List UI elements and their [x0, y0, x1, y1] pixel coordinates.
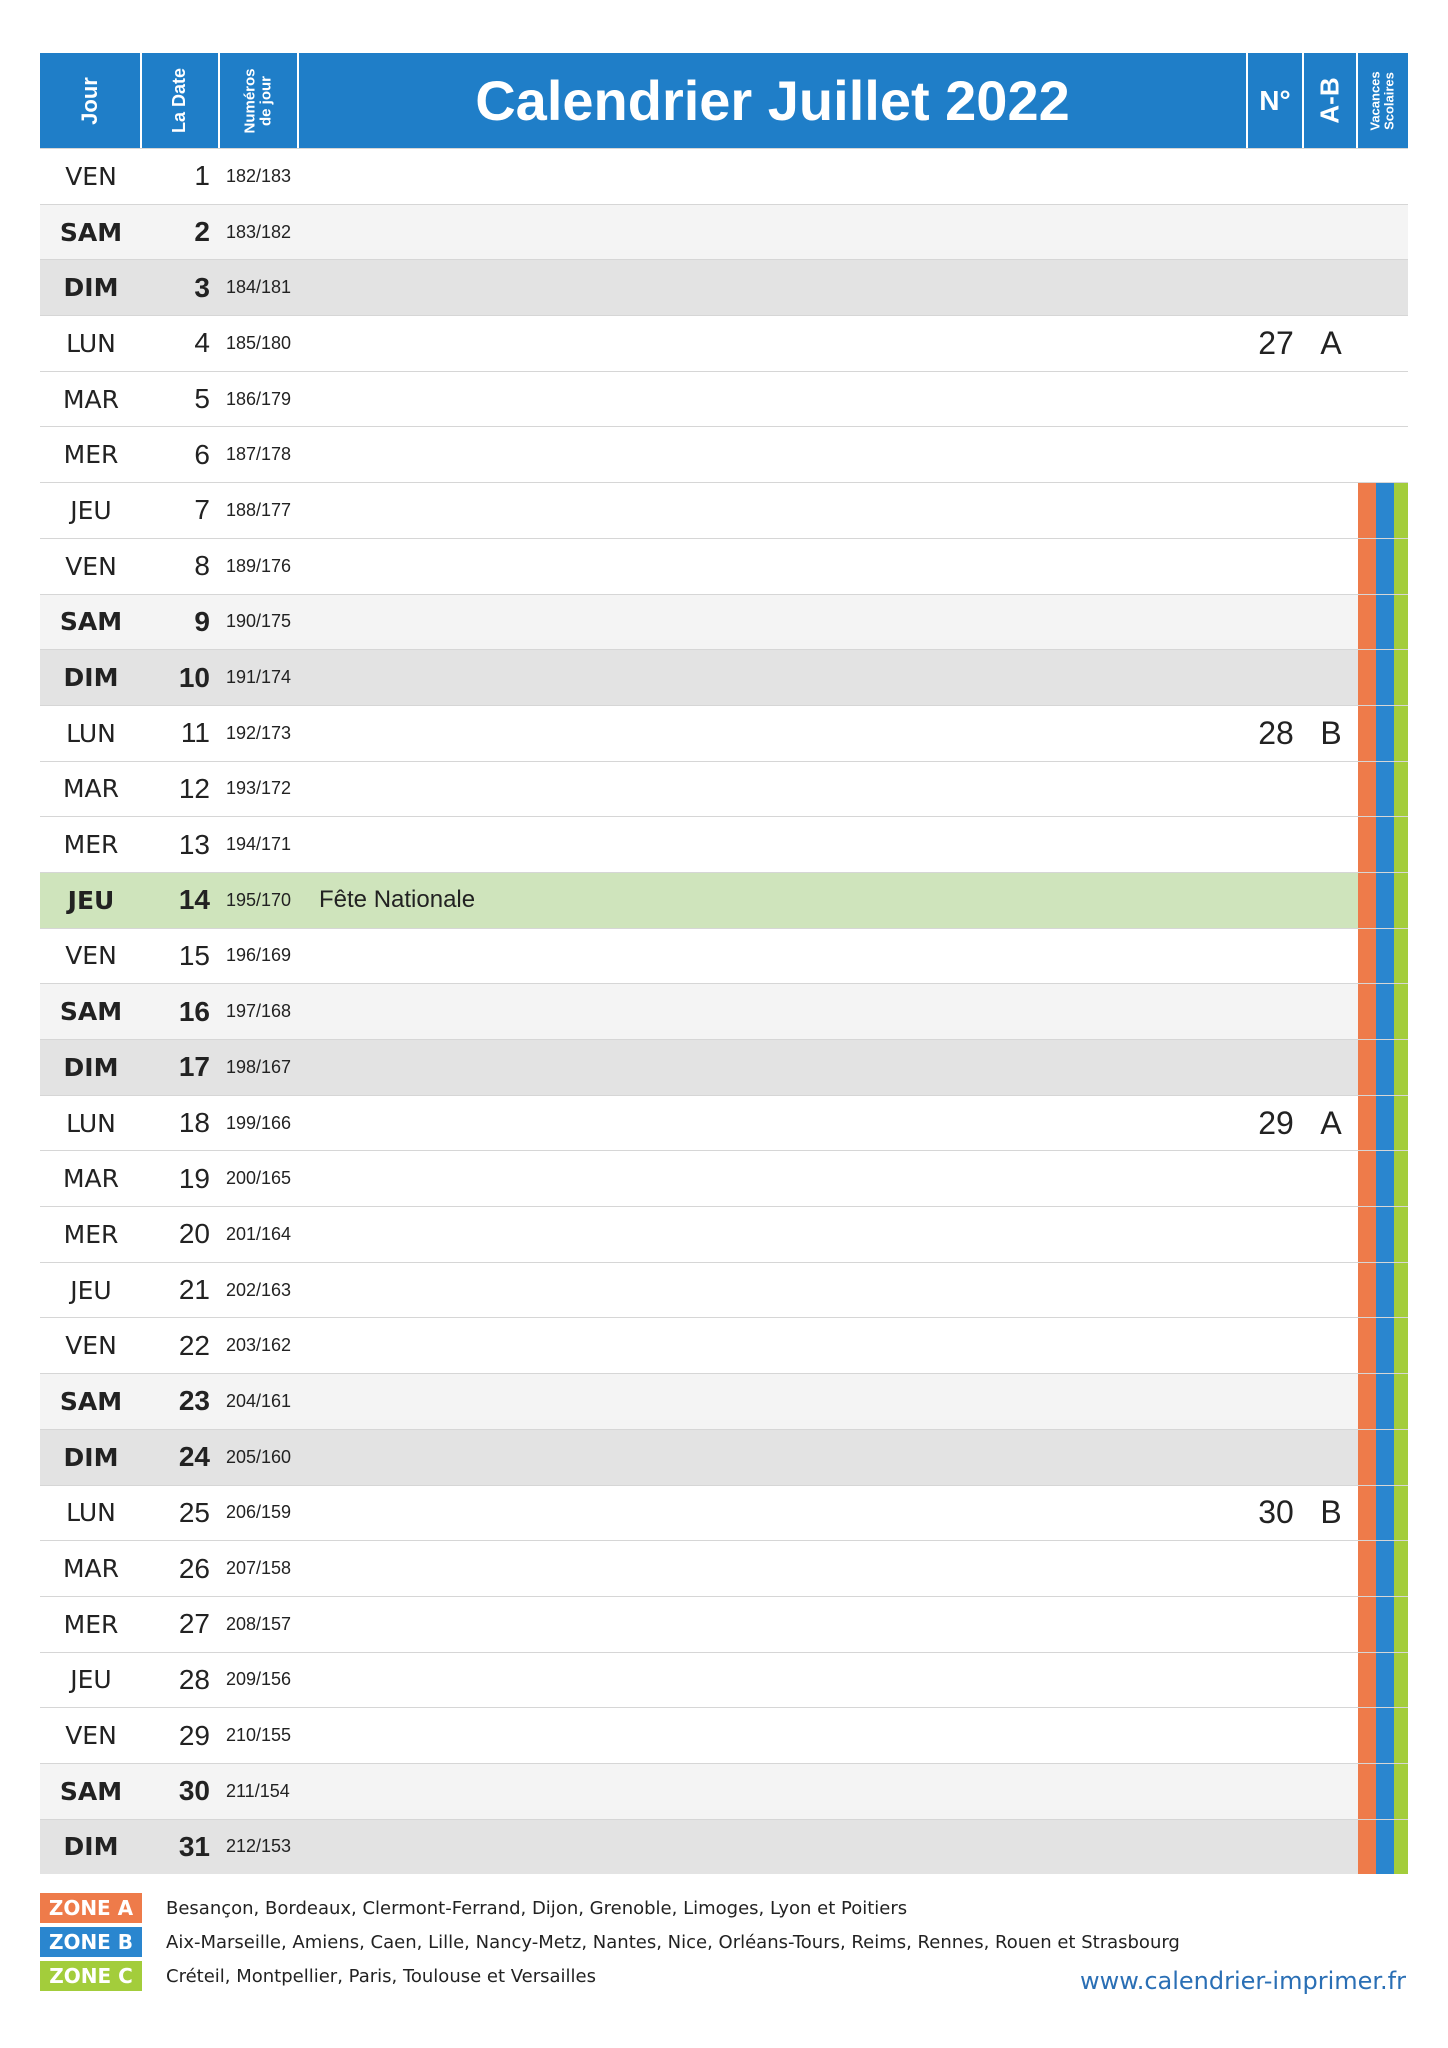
zone-b-bar: [1376, 873, 1394, 928]
day-row: [40, 1150, 1408, 1206]
day-name: SAM: [59, 1386, 123, 1416]
zone-b-bar: [1376, 1541, 1394, 1596]
day-number: 187/178: [226, 444, 292, 465]
zone-c-bar: [1394, 706, 1408, 761]
legend-row-zone-c: [40, 1961, 1180, 1991]
zone-b-bar: [1376, 929, 1394, 984]
day-date: 21: [178, 1274, 210, 1306]
week-ab: A: [1320, 324, 1342, 361]
zone-c-badge: ZONE C: [40, 1961, 142, 1991]
day-name: LUN: [66, 328, 116, 358]
day-row: [40, 426, 1408, 482]
zone-b-cities: Aix-Marseille, Amiens, Caen, Lille, Nancy-Metz, Nantes, Nice, Orléans-Tours, Reims, Rennes, Rouen et Strasbourg: [166, 1931, 1180, 1953]
calendar-header: [40, 53, 1408, 148]
header-la-date: La Date: [169, 67, 190, 134]
zone-b-bar: [1376, 1764, 1394, 1819]
day-name: LUN: [66, 718, 116, 748]
day-row: [40, 1652, 1408, 1708]
day-date: 8: [194, 550, 210, 582]
day-number: 209/156: [226, 1669, 292, 1690]
header-vacances-line1: Vacances: [1368, 70, 1383, 131]
vacances-bars: [1358, 1151, 1408, 1206]
vacances-bars: [1358, 817, 1408, 872]
day-row: [40, 983, 1408, 1039]
zone-c-bar: [1394, 539, 1408, 594]
day-date: 18: [178, 1107, 210, 1139]
week-number: 28: [1258, 714, 1294, 751]
day-name: VEN: [65, 1331, 117, 1361]
vacances-bars: [1358, 650, 1408, 705]
day-date: 17: [178, 1051, 210, 1083]
vacances-bars: [1358, 1096, 1408, 1151]
day-date: 20: [178, 1218, 210, 1250]
day-number: 204/161: [226, 1390, 292, 1411]
zone-b-bar: [1376, 1597, 1394, 1652]
legend-row-zone-a: [40, 1893, 1180, 1923]
zone-b-bar: [1376, 817, 1394, 872]
week-ab: B: [1320, 714, 1342, 751]
day-date: 10: [178, 661, 210, 693]
day-row: [40, 1429, 1408, 1485]
zone-b-bar: [1376, 1151, 1394, 1206]
zone-c-bar: [1394, 1207, 1408, 1262]
day-name: MAR: [62, 1164, 120, 1194]
day-date: 29: [178, 1719, 210, 1751]
zone-b-bar: [1376, 483, 1394, 538]
header-numeros-line2: de jour: [257, 75, 275, 126]
header-jour: Jour: [77, 76, 102, 125]
day-number: 194/171: [226, 834, 292, 855]
day-date: 25: [178, 1496, 210, 1528]
vacances-bars: [1358, 1764, 1408, 1819]
day-date: 2: [194, 216, 210, 248]
zone-c-cities: Créteil, Montpellier, Paris, Toulouse et Versailles: [166, 1965, 597, 1987]
day-number: 186/179: [226, 388, 292, 409]
zone-a-bar: [1358, 1708, 1376, 1763]
header-numeros-line1: Numéros: [241, 67, 259, 134]
vacances-bars: [1358, 1597, 1408, 1652]
day-row: [40, 538, 1408, 594]
day-row: [40, 1039, 1408, 1095]
day-row: [40, 1095, 1408, 1151]
day-number: 212/153: [226, 1836, 292, 1857]
zone-b-badge: ZONE B: [40, 1927, 142, 1957]
day-number: 211/154: [226, 1780, 290, 1801]
day-date: 27: [178, 1608, 210, 1640]
day-date: 1: [194, 160, 210, 192]
vacances-bars: [1358, 205, 1408, 260]
legend-row-zone-b: [40, 1927, 1180, 1957]
vacances-bars: [1358, 762, 1408, 817]
website-link[interactable]: www.calendrier-imprimer.fr: [1080, 1967, 1406, 1995]
vacances-bars: [1358, 1263, 1408, 1318]
header-numeros-cell: [220, 53, 299, 148]
day-row: [40, 1206, 1408, 1262]
day-number: 188/177: [226, 499, 292, 520]
zone-b-bar: [1376, 1653, 1394, 1708]
zone-c-bar: [1394, 1318, 1408, 1373]
zone-a-bar: [1358, 984, 1376, 1039]
zone-a-bar: [1358, 873, 1376, 928]
vacances-bars: [1358, 1040, 1408, 1095]
zone-a-bar: [1358, 1764, 1376, 1819]
day-row: [40, 1596, 1408, 1652]
day-name: SAM: [59, 217, 123, 247]
day-name: JEU: [70, 495, 112, 525]
day-date: 26: [178, 1552, 210, 1584]
day-number: 189/176: [226, 555, 292, 576]
zone-a-bar: [1358, 1653, 1376, 1708]
vacances-bars: [1358, 1708, 1408, 1763]
zone-c-bar: [1394, 650, 1408, 705]
zones-legend: [40, 1893, 1180, 1995]
header-title-cell: [299, 53, 1248, 148]
zone-b-bar: [1376, 1096, 1394, 1151]
zone-c-bar: [1394, 595, 1408, 650]
day-row: [40, 928, 1408, 984]
vacances-bars: [1358, 873, 1408, 928]
day-number: 210/155: [226, 1725, 292, 1746]
day-number: 197/168: [226, 1001, 292, 1022]
day-name: MAR: [62, 1554, 120, 1584]
vacances-bars: [1358, 427, 1408, 482]
header-jour-cell: [40, 53, 142, 148]
day-row: [40, 1763, 1408, 1819]
zone-b-bar: [1376, 539, 1394, 594]
day-row: [40, 482, 1408, 538]
day-row: [40, 1317, 1408, 1373]
zone-a-bar: [1358, 1096, 1376, 1151]
day-name: MER: [63, 440, 119, 470]
header-vacances-cell: [1358, 53, 1408, 148]
zone-c-bar: [1394, 483, 1408, 538]
day-row: [40, 148, 1408, 204]
zone-b-bar: [1376, 650, 1394, 705]
day-name: LUN: [66, 1108, 116, 1138]
day-name: JEU: [70, 1665, 112, 1695]
day-name: MAR: [62, 774, 120, 804]
day-name: VEN: [65, 161, 117, 191]
zone-a-bar: [1358, 929, 1376, 984]
zone-a-bar: [1358, 1207, 1376, 1262]
day-number: 191/174: [226, 667, 292, 688]
header-numeros: [243, 68, 275, 133]
day-number: 201/164: [226, 1223, 292, 1244]
vacances-bars: [1358, 1374, 1408, 1429]
day-name: VEN: [65, 941, 117, 971]
day-row: [40, 1707, 1408, 1763]
vacances-bars: [1358, 372, 1408, 427]
day-row: [40, 816, 1408, 872]
zone-a-bar: [1358, 1597, 1376, 1652]
day-date: 31: [178, 1830, 210, 1862]
zone-a-bar: [1358, 595, 1376, 650]
day-name: MER: [63, 1219, 119, 1249]
day-name: DIM: [63, 1442, 119, 1472]
day-date: 12: [178, 772, 210, 804]
day-row: [40, 649, 1408, 705]
day-row: [40, 1540, 1408, 1596]
day-date: 15: [178, 939, 210, 971]
day-row: [40, 1485, 1408, 1541]
zone-a-bar: [1358, 1541, 1376, 1596]
zone-c-bar: [1394, 1597, 1408, 1652]
calendar-table: [40, 53, 1408, 1874]
zone-c-bar: [1394, 1374, 1408, 1429]
vacances-bars: [1358, 149, 1408, 204]
vacances-bars: [1358, 1820, 1408, 1875]
zone-a-bar: [1358, 1374, 1376, 1429]
vacances-bars: [1358, 483, 1408, 538]
vacances-bars: [1358, 1430, 1408, 1485]
day-number: 185/180: [226, 332, 292, 353]
day-date: 22: [178, 1329, 210, 1361]
day-date: 23: [178, 1385, 210, 1417]
zone-a-bar: [1358, 1040, 1376, 1095]
day-row: [40, 371, 1408, 427]
vacances-bars: [1358, 706, 1408, 761]
calendar-rows: [40, 148, 1408, 1874]
zone-b-bar: [1376, 1318, 1394, 1373]
zone-c-bar: [1394, 1040, 1408, 1095]
zone-a-badge: ZONE A: [40, 1893, 142, 1923]
zone-c-bar: [1394, 873, 1408, 928]
header-date-cell: [142, 53, 220, 148]
day-number: 207/158: [226, 1558, 292, 1579]
day-number: 193/172: [226, 778, 292, 799]
vacances-bars: [1358, 1207, 1408, 1262]
day-number: 195/170: [226, 889, 292, 910]
zone-b-bar: [1376, 762, 1394, 817]
zone-a-bar: [1358, 817, 1376, 872]
day-date: 19: [178, 1162, 210, 1194]
header-ab-cell: [1304, 53, 1358, 148]
zone-c-bar: [1394, 1151, 1408, 1206]
zone-b-bar: [1376, 1040, 1394, 1095]
zone-b-bar: [1376, 984, 1394, 1039]
zone-b-bar: [1376, 1708, 1394, 1763]
day-name: JEU: [70, 1275, 112, 1305]
zone-b-bar: [1376, 1207, 1394, 1262]
zone-a-bar: [1358, 650, 1376, 705]
day-name: DIM: [63, 273, 119, 303]
day-number: 208/157: [226, 1613, 292, 1634]
zone-c-bar: [1394, 1096, 1408, 1151]
zone-b-bar: [1376, 595, 1394, 650]
day-number: 199/166: [226, 1112, 292, 1133]
zone-c-bar: [1394, 1764, 1408, 1819]
week-number: 27: [1258, 324, 1294, 361]
zone-c-bar: [1394, 762, 1408, 817]
day-row: [40, 872, 1408, 928]
header-no-cell: [1248, 53, 1304, 148]
day-date: 13: [178, 828, 210, 860]
day-date: 11: [180, 717, 210, 749]
zone-c-bar: [1394, 1263, 1408, 1318]
zone-c-bar: [1394, 984, 1408, 1039]
day-number: 184/181: [226, 277, 292, 298]
day-name: MER: [63, 830, 119, 860]
day-date: 24: [178, 1441, 210, 1473]
day-number: 202/163: [226, 1279, 292, 1300]
day-date: 28: [178, 1663, 210, 1695]
day-number: 200/165: [226, 1168, 292, 1189]
week-ab: B: [1320, 1494, 1342, 1531]
day-name: SAM: [59, 607, 123, 637]
header-vacances-line2: Scolaires: [1382, 71, 1397, 130]
week-ab: A: [1320, 1104, 1342, 1141]
vacances-bars: [1358, 1541, 1408, 1596]
day-row: [40, 1373, 1408, 1429]
day-row: [40, 761, 1408, 817]
zone-b-bar: [1376, 1486, 1394, 1541]
day-name: SAM: [59, 1776, 123, 1806]
day-date: 30: [178, 1775, 210, 1807]
zone-a-bar: [1358, 1318, 1376, 1373]
day-date: 3: [194, 271, 210, 303]
day-name: VEN: [65, 1721, 117, 1751]
header-vacances: [1369, 71, 1397, 130]
day-row: [40, 705, 1408, 761]
zone-a-bar: [1358, 1263, 1376, 1318]
day-number: 196/169: [226, 945, 292, 966]
day-name: SAM: [59, 997, 123, 1027]
day-row: [40, 204, 1408, 260]
day-name: LUN: [66, 1498, 116, 1528]
vacances-bars: [1358, 595, 1408, 650]
day-note: Fête Nationale: [319, 886, 476, 914]
day-name: VEN: [65, 551, 117, 581]
week-number: 30: [1258, 1494, 1294, 1531]
day-name: JEU: [67, 885, 115, 915]
day-row: [40, 315, 1408, 371]
zone-b-bar: [1376, 1374, 1394, 1429]
day-row: [40, 1262, 1408, 1318]
day-name: DIM: [63, 663, 119, 693]
day-row: [40, 594, 1408, 650]
zone-c-bar: [1394, 1708, 1408, 1763]
header-no: N°: [1259, 84, 1291, 116]
vacances-bars: [1358, 316, 1408, 371]
zone-b-bar: [1376, 1430, 1394, 1485]
zone-a-bar: [1358, 1820, 1376, 1875]
day-date: 6: [194, 438, 210, 470]
zone-a-bar: [1358, 539, 1376, 594]
zone-b-bar: [1376, 706, 1394, 761]
header-ab: A-B: [1314, 77, 1345, 124]
vacances-bars: [1358, 984, 1408, 1039]
zone-c-bar: [1394, 1653, 1408, 1708]
day-row: [40, 259, 1408, 315]
day-date: 7: [194, 494, 210, 526]
zone-c-bar: [1394, 1486, 1408, 1541]
zone-c-bar: [1394, 929, 1408, 984]
day-date: 9: [194, 605, 210, 637]
vacances-bars: [1358, 929, 1408, 984]
vacances-bars: [1358, 1318, 1408, 1373]
zone-a-bar: [1358, 1486, 1376, 1541]
day-row: [40, 1819, 1408, 1875]
day-date: 16: [178, 995, 210, 1027]
day-number: 182/183: [226, 165, 292, 186]
vacances-bars: [1358, 539, 1408, 594]
day-name: DIM: [63, 1832, 119, 1862]
zone-c-bar: [1394, 1820, 1408, 1875]
day-number: 206/159: [226, 1502, 292, 1523]
zone-c-bar: [1394, 1430, 1408, 1485]
day-number: 203/162: [226, 1335, 292, 1356]
zone-b-bar: [1376, 1820, 1394, 1875]
day-number: 190/175: [226, 611, 292, 632]
day-date: 14: [178, 884, 210, 916]
day-number: 183/182: [226, 221, 292, 242]
vacances-bars: [1358, 1653, 1408, 1708]
day-date: 5: [194, 383, 210, 415]
day-name: MER: [63, 1609, 119, 1639]
zone-a-bar: [1358, 1151, 1376, 1206]
zone-c-bar: [1394, 1541, 1408, 1596]
page-title: Calendrier Juillet 2022: [475, 69, 1070, 132]
zone-a-cities: Besançon, Bordeaux, Clermont-Ferrand, Dijon, Grenoble, Limoges, Lyon et Poitiers: [166, 1897, 908, 1919]
zone-a-bar: [1358, 706, 1376, 761]
zone-b-bar: [1376, 1263, 1394, 1318]
day-number: 198/167: [226, 1056, 292, 1077]
zone-a-bar: [1358, 1430, 1376, 1485]
week-number: 29: [1258, 1104, 1294, 1141]
day-name: DIM: [63, 1052, 119, 1082]
day-date: 4: [194, 327, 210, 359]
zone-a-bar: [1358, 483, 1376, 538]
zone-c-bar: [1394, 817, 1408, 872]
vacances-bars: [1358, 1486, 1408, 1541]
vacances-bars: [1358, 260, 1408, 315]
day-number: 192/173: [226, 722, 292, 743]
day-name: MAR: [62, 384, 120, 414]
day-number: 205/160: [226, 1446, 292, 1467]
zone-a-bar: [1358, 762, 1376, 817]
